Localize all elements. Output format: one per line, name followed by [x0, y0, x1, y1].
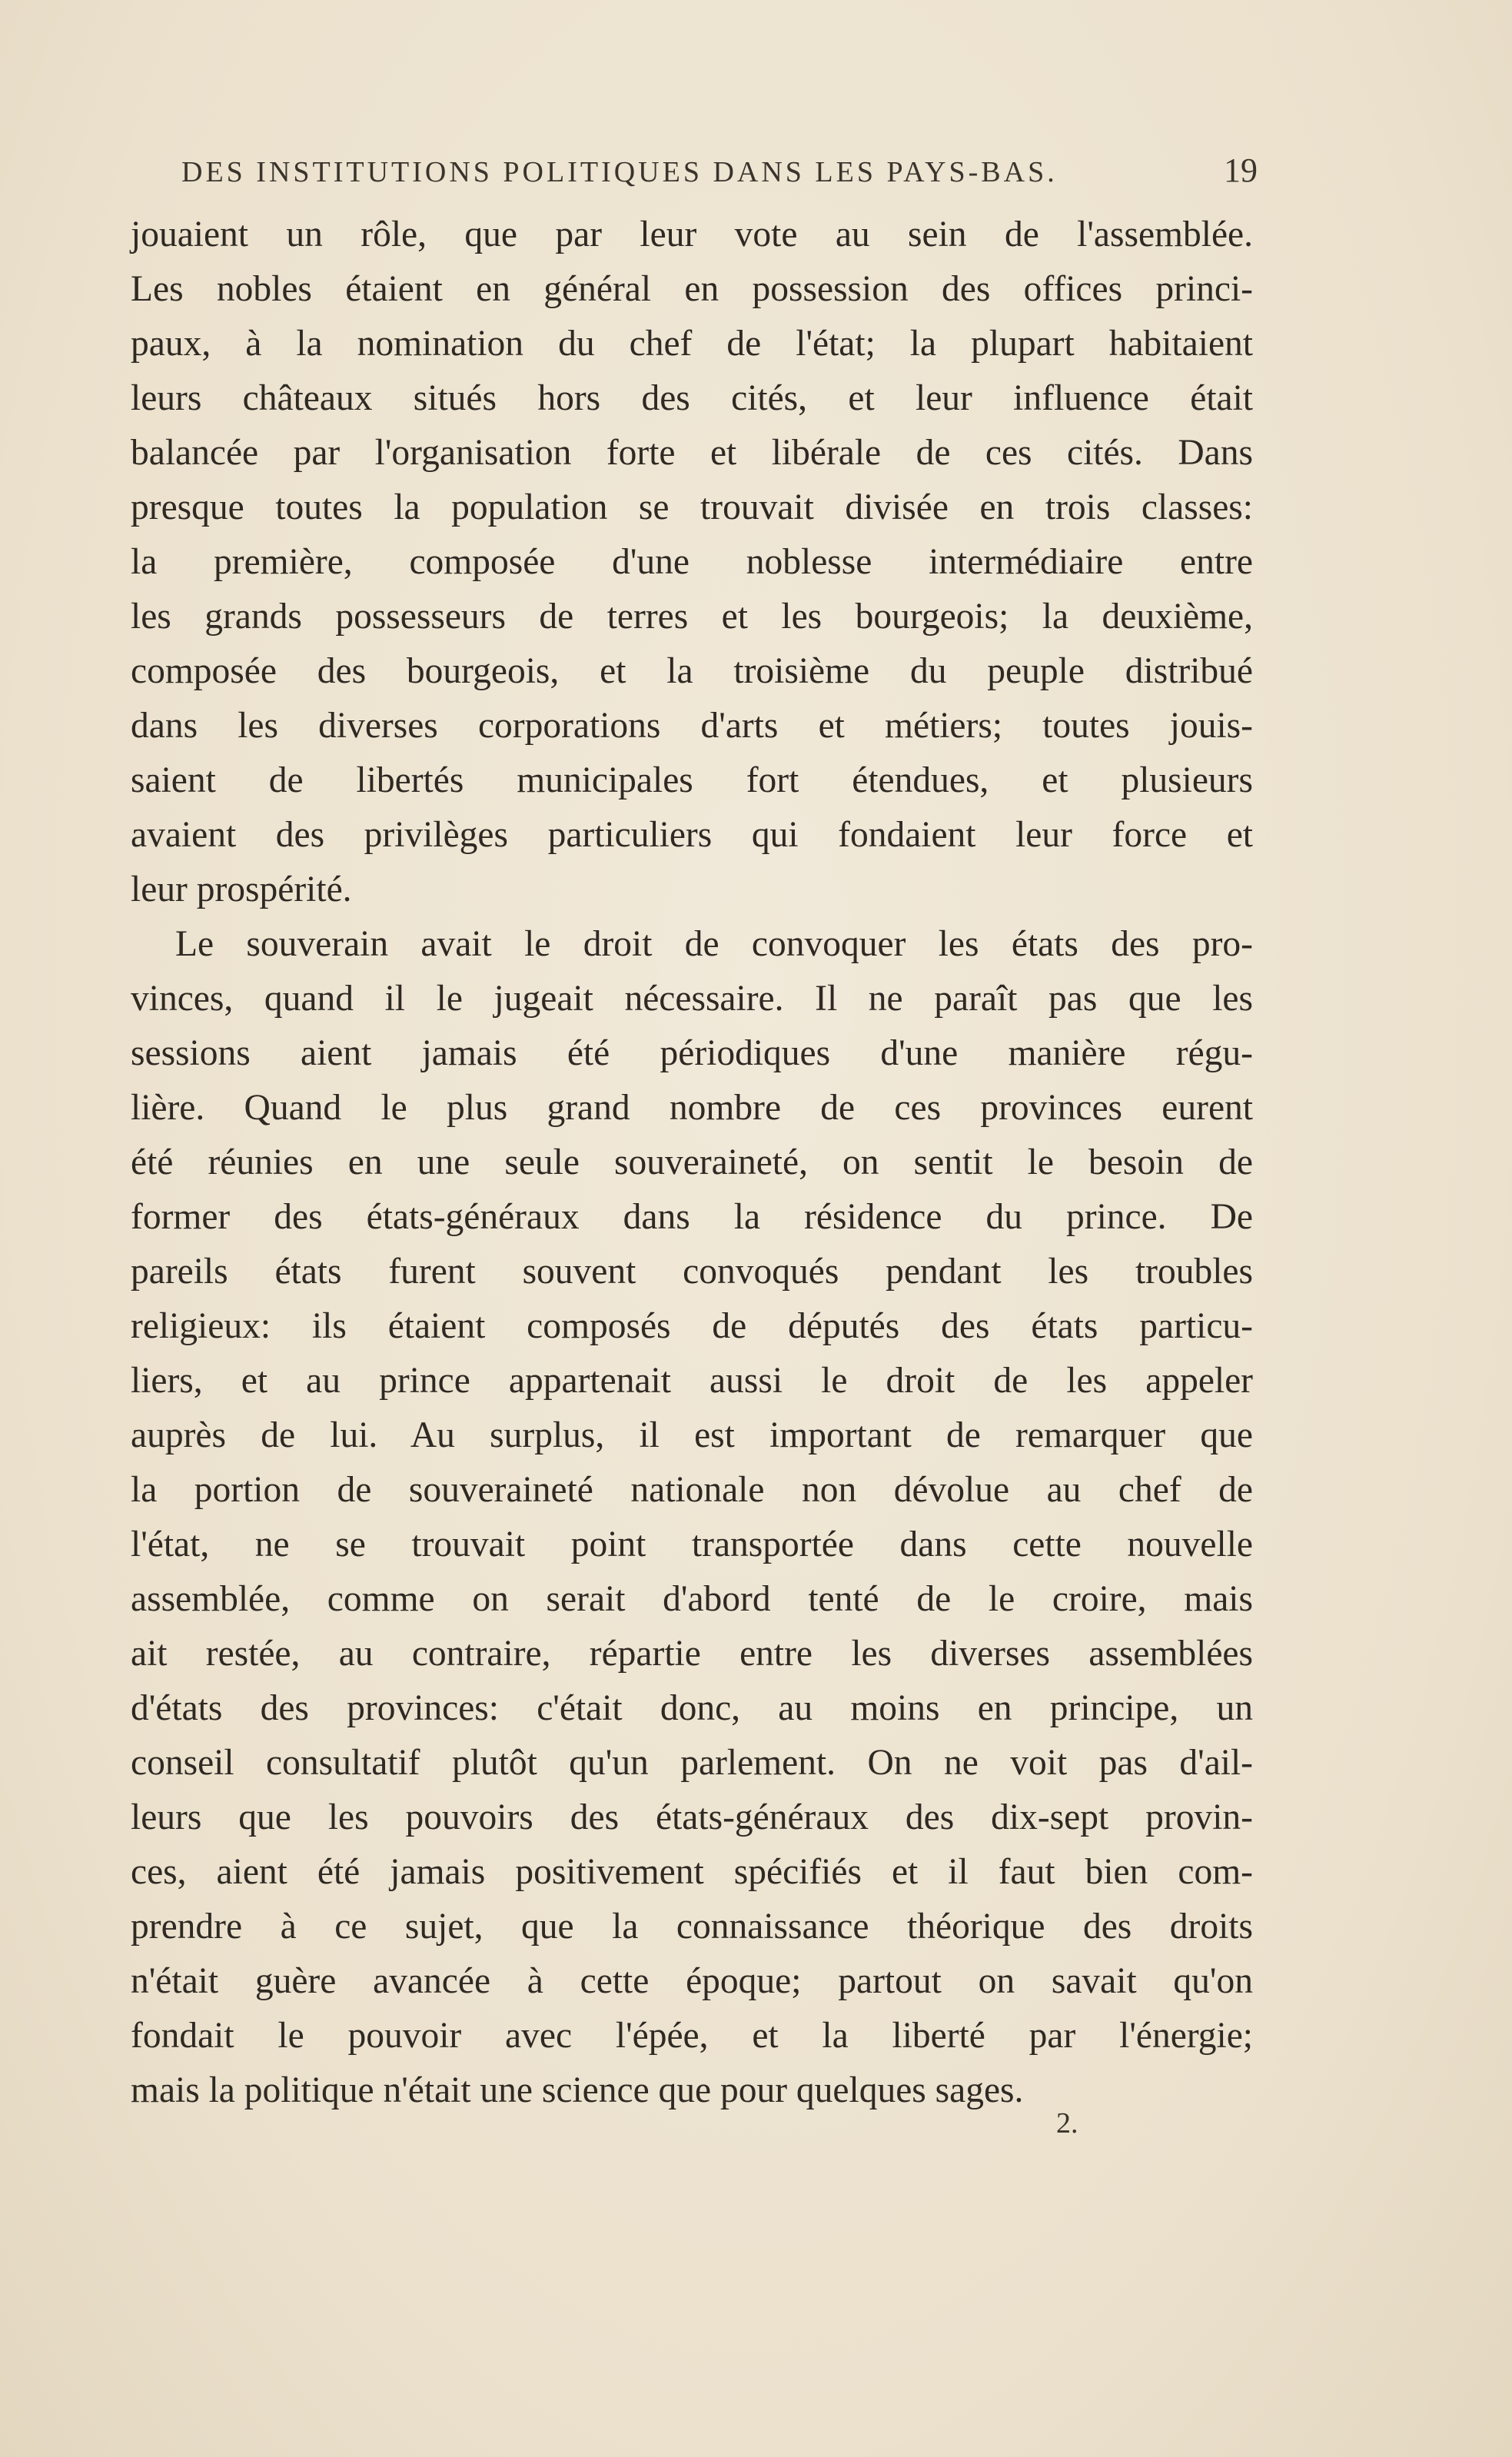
text-line: leur prospérité.: [131, 869, 352, 909]
text-line: Le souverain avait le droit de convoquer les états des pro-: [175, 924, 1253, 964]
text-line: saient de libertés municipales fort étendues, et plusieurs: [131, 760, 1253, 800]
text-line: la portion de souveraineté nationale non dévolue au chef de: [131, 1470, 1253, 1510]
text-line: ces, aient été jamais positivement spécifiés et il faut bien com-: [131, 1852, 1253, 1892]
text-line: auprès de lui. Au surplus, il est important de remarquer que: [131, 1415, 1253, 1455]
text-line: dans les diverses corporations d'arts et métiers; toutes jouis-: [131, 706, 1253, 746]
text-line: composée des bourgeois, et la troisième du peuple distribué: [131, 651, 1253, 691]
paragraph: [131, 917, 1253, 2118]
text-line: pareils états furent souvent convoqués pendant les troubles: [131, 1252, 1253, 1292]
text-line: conseil consultatif plutôt qu'un parlement. On ne voit pas d'ail-: [131, 1743, 1253, 1783]
text-line: religieux: ils étaient composés de députés des états particu-: [131, 1306, 1253, 1346]
text-line: d'états des provinces: c'était donc, au moins en principe, un: [131, 1688, 1253, 1728]
signature-mark: 2.: [1056, 2107, 1078, 2139]
text-line: mais la politique n'était une science que pour quelques sages.: [131, 2070, 1024, 2110]
text-line: la première, composée d'une noblesse intermédiaire entre: [131, 542, 1253, 582]
page-number: 19: [1224, 151, 1258, 189]
text-line: n'était guère avancée à cette époque; partout on savait qu'on: [131, 1961, 1253, 2001]
text-line: paux, à la nomination du chef de l'état; la plupart habitaient: [131, 324, 1253, 364]
text-line: les grands possesseurs de terres et les bourgeois; la deuxième,: [131, 597, 1253, 637]
running-header: [181, 151, 1258, 190]
body-text: [131, 208, 1253, 2118]
text-line: prendre à ce sujet, que la connaissance théorique des droits: [131, 1907, 1253, 1947]
running-title: DES INSTITUTIONS POLITIQUES DANS LES PAYS-BAS.: [181, 156, 1058, 188]
text-line: fondait le pouvoir avec l'épée, et la liberté par l'énergie;: [131, 2016, 1253, 2056]
text-line: former des états-généraux dans la résidence du prince. De: [131, 1197, 1253, 1237]
text-line: vinces, quand il le jugeait nécessaire. Il ne paraît pas que les: [131, 979, 1253, 1019]
text-line: l'état, ne se trouvait point transportée dans cette nouvelle: [131, 1524, 1253, 1564]
text-line: leurs que les pouvoirs des états-généraux des dix-sept provin-: [131, 1797, 1253, 1837]
text-line: liers, et au prince appartenait aussi le droit de les appeler: [131, 1361, 1253, 1401]
text-line: presque toutes la population se trouvait divisée en trois classes:: [131, 487, 1253, 527]
text-line: lière. Quand le plus grand nombre de ces provinces eurent: [131, 1088, 1253, 1128]
text-line: avaient des privilèges particuliers qui fondaient leur force et: [131, 815, 1253, 855]
text-line: assemblée, comme on serait d'abord tenté de le croire, mais: [131, 1579, 1253, 1619]
text-line: ait restée, au contraire, répartie entre les diverses assemblées: [131, 1634, 1253, 1674]
text-line: sessions aient jamais été périodiques d'une manière régu-: [131, 1033, 1253, 1073]
text-line: balancée par l'organisation forte et libérale de ces cités. Dans: [131, 433, 1253, 473]
text-line: Les nobles étaient en général en possession des offices princi-: [131, 269, 1253, 309]
paragraph: [131, 208, 1253, 917]
text-line: jouaient un rôle, que par leur vote au sein de l'assemblée.: [131, 214, 1253, 254]
text-line: été réunies en une seule souveraineté, on sentit le besoin de: [131, 1142, 1253, 1182]
text-line: leurs châteaux situés hors des cités, et leur influence était: [131, 378, 1253, 418]
